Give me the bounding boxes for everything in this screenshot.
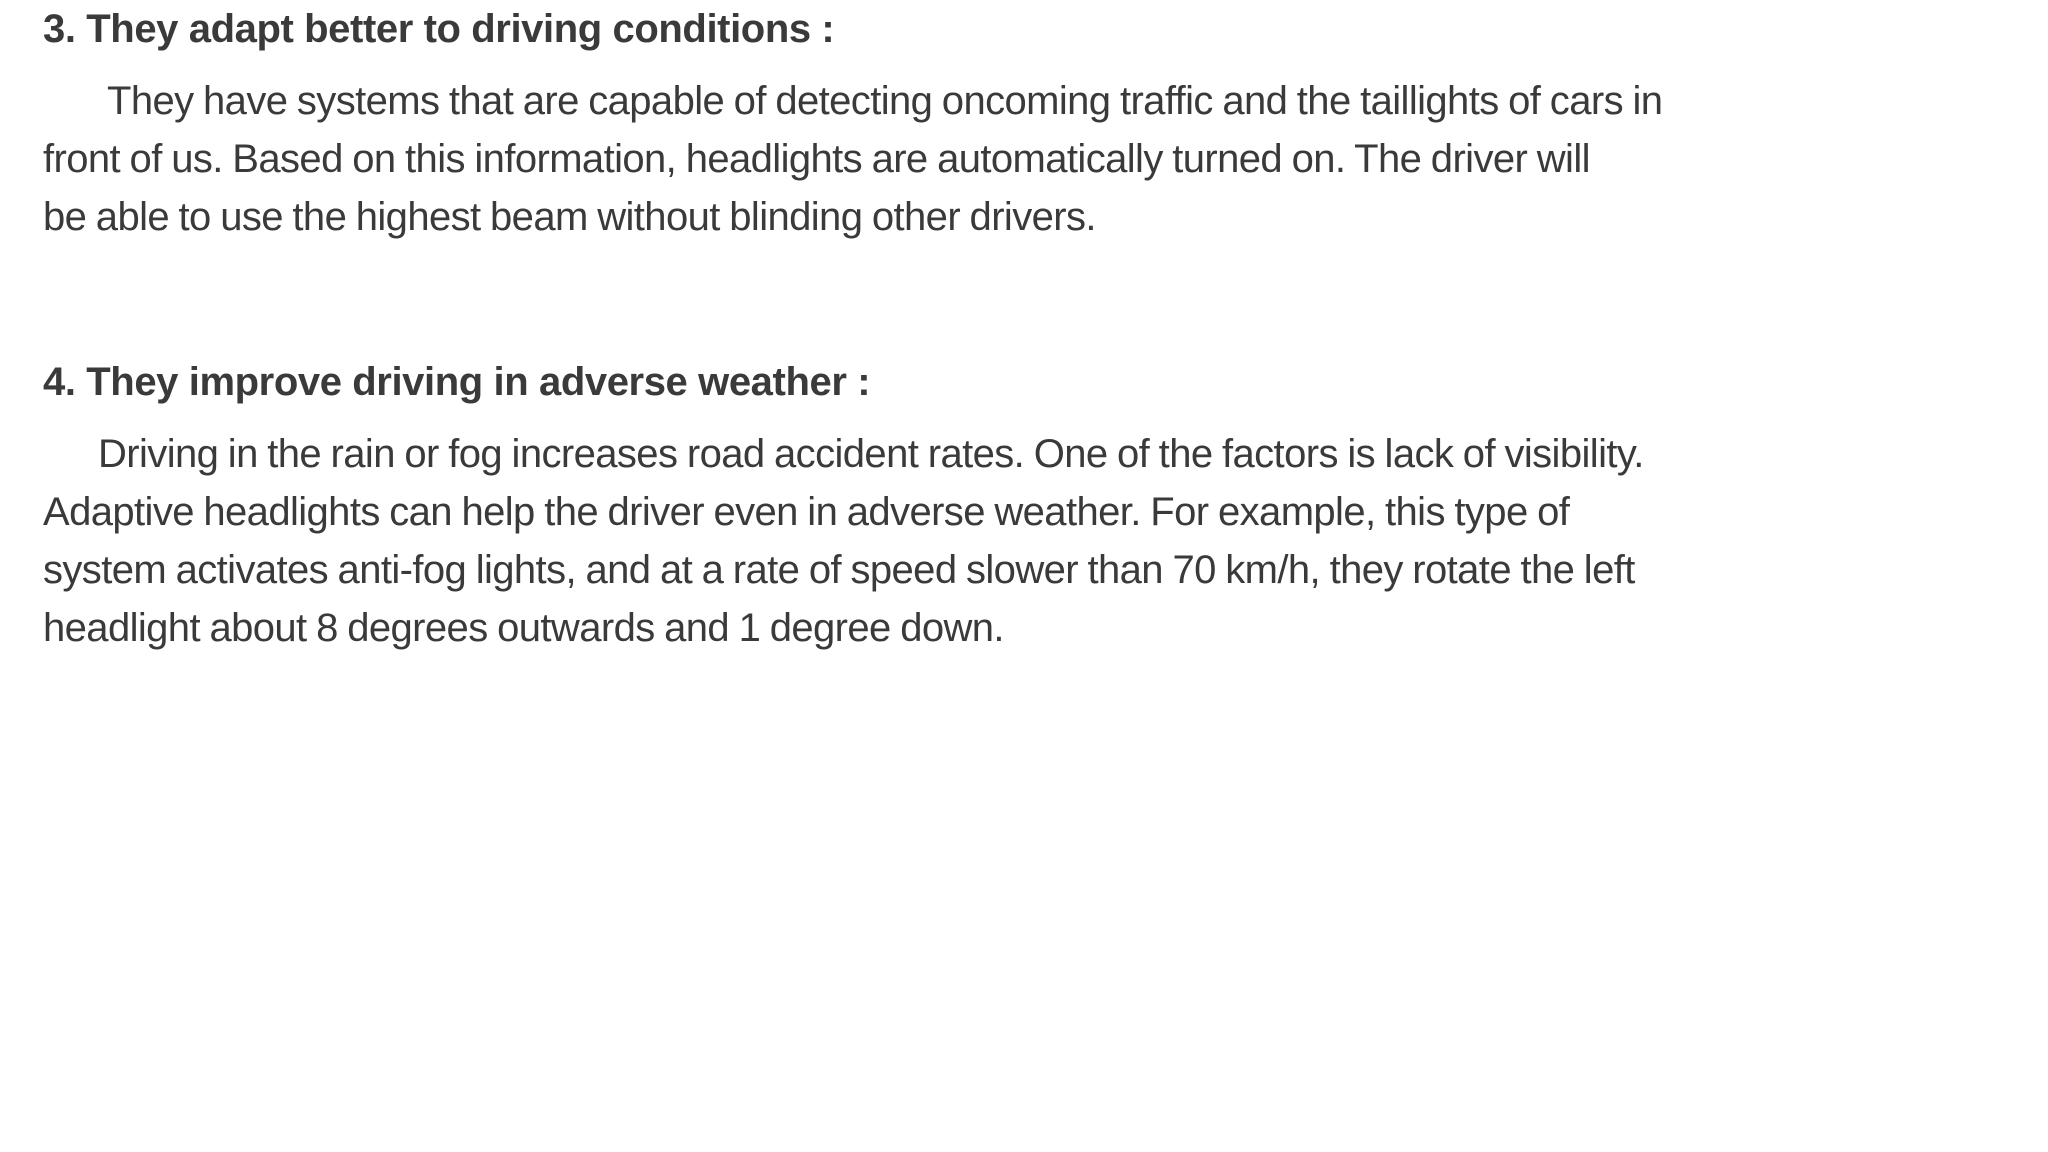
paragraph-line: front of us. Based on this information, headlights are automatically turned on. The driver will [43,137,1590,181]
section-adverse-weather [43,355,1823,657]
section-heading: 3. They adapt better to driving conditions : [43,7,835,51]
paragraph-line: Driving in the rain or fog increases road accident rates. One of the factors is lack of visibility. [98,432,1644,476]
section-paragraph [43,425,1823,657]
paragraph-line: be able to use the highest beam without blinding other drivers. [43,195,1096,239]
paragraph-line: headlight about 8 degrees outwards and 1 degree down. [43,606,1004,650]
section-driving-conditions [43,2,1823,246]
paragraph-line: Adaptive headlights can help the driver even in adverse weather. For example, this type of [43,490,1570,534]
section-paragraph [43,72,1823,246]
paragraph-line: system activates anti-fog lights, and at a rate of speed slower than 70 km/h, they rotate the left [43,548,1635,592]
section-heading: 4. They improve driving in adverse weather : [43,360,871,404]
paragraph-line: They have systems that are capable of detecting oncoming traffic and the taillights of cars in [107,79,1663,123]
